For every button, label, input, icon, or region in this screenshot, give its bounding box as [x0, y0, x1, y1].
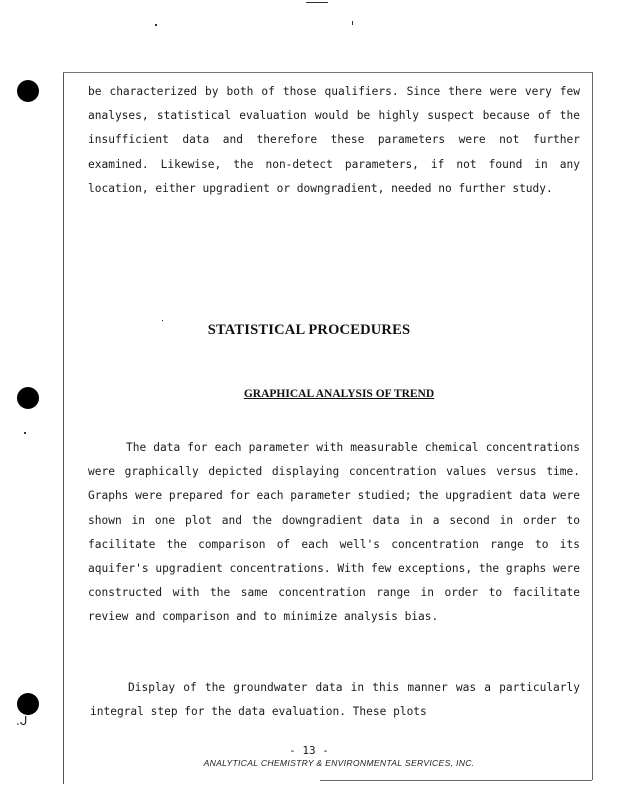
paragraph-graphical-analysis: The data for each parameter with measurable chemical concentrations were graphically depicted displaying concentration values versus time. Graphs were prepared for each parameter studied; the upgradient data were shown in one plot and the downgradient data in a second in order to facilitate the comparison of each well's concentration range to its aquifer's upgradient concentrations. With few exceptions, the graphs were constructed with the same concentration range in order to facilitate review and comparison and to minimize analysis bias. — [88, 441, 580, 624]
scan-speck — [155, 24, 157, 26]
section-heading: STATISTICAL PROCEDURES — [207, 322, 411, 338]
punch-hole — [17, 80, 39, 102]
page-number: - 13 - — [289, 744, 329, 757]
paragraph-qualifiers: be characterized by both of those qualifiers. Since there were very few analyses, statistical evaluation would be highly suspect because of the insufficient data and therefore these parameters were not further examined. Likewise, the non-detect parameters, if not found in any location, either upgradient or downgradient, needed no further study. — [88, 85, 580, 195]
scan-speck — [24, 432, 26, 434]
paragraph-display: Display of the groundwater data in this manner was a particularly integral step for the data evaluation. These plots — [90, 681, 580, 719]
page-frame-bottom — [320, 780, 592, 781]
scan-mark — [306, 2, 328, 3]
scan-speck — [162, 320, 163, 321]
footer-company: ANALYTICAL CHEMISTRY & ENVIRONMENTAL SERVICES, INC. — [203, 758, 475, 768]
page-frame-top — [63, 72, 593, 73]
page-frame-left — [63, 72, 64, 784]
punch-hole — [17, 693, 39, 715]
page-frame-right — [592, 72, 593, 780]
handwritten-mark: .ᒍ — [16, 714, 28, 728]
scan-speck — [352, 21, 353, 25]
subsection-heading: GRAPHICAL ANALYSIS OF TREND — [243, 388, 435, 400]
